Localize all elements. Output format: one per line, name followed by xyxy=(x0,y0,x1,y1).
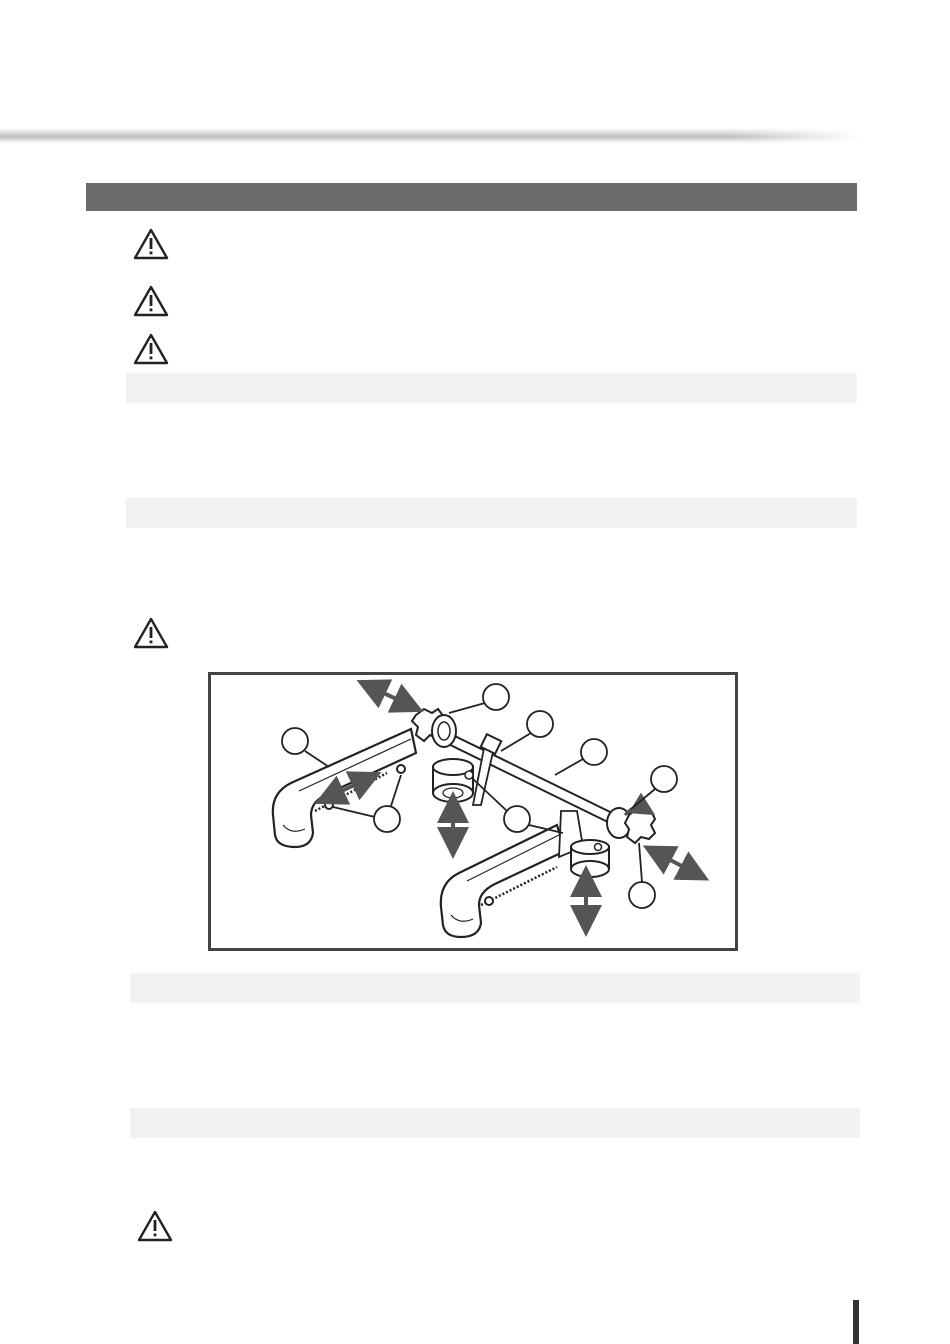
warning-triangle-icon xyxy=(133,617,169,649)
callout-circle xyxy=(504,806,530,832)
adjust-screw xyxy=(397,765,405,773)
callout-circle xyxy=(651,766,677,792)
callout-circle xyxy=(282,728,308,754)
pad xyxy=(571,861,609,877)
callout-circle xyxy=(483,684,509,710)
warning-triangle-icon xyxy=(133,228,169,260)
armrest-figure xyxy=(208,672,738,951)
subheading-band xyxy=(130,1108,860,1138)
callout-circle xyxy=(374,806,400,832)
page-edge-tab xyxy=(853,1300,859,1344)
callout-circle xyxy=(581,739,607,765)
knob xyxy=(625,809,655,843)
callout-circle xyxy=(629,882,655,908)
slide-arrow xyxy=(371,687,409,705)
header-divider xyxy=(0,128,860,144)
slide-arrow xyxy=(657,853,695,873)
subheading-band xyxy=(126,373,857,403)
subheading-band xyxy=(126,498,857,528)
section-header-bar xyxy=(86,183,857,211)
warning-triangle-icon xyxy=(133,333,169,365)
warning-triangle-icon xyxy=(137,1210,173,1242)
warning-triangle-icon xyxy=(133,285,169,317)
armrest-assembly-diagram xyxy=(211,675,735,948)
adjust-screw xyxy=(325,801,333,809)
subheading-band xyxy=(130,973,860,1003)
